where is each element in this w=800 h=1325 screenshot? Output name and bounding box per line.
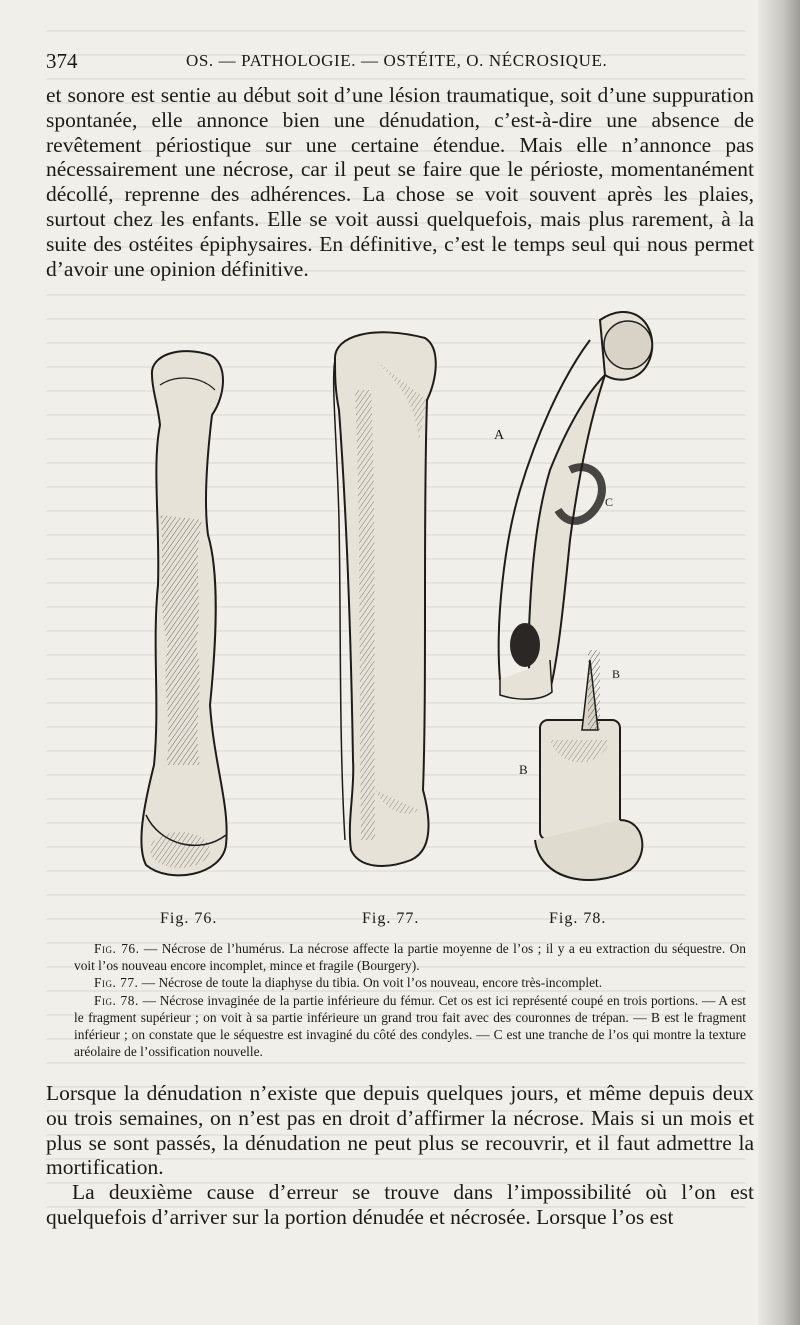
bottom-text-block — [46, 1081, 754, 1230]
paragraph: et sonore est sentie au début soit d’une lésion traumatique, soit d’une suppuration spontanée, elle annonce bien une dénudation, c’est-à-dire une absence de revêtement périostique sur une certaine étendue. Mais elle n’annonce pas nécessairement une nécrose, car il peut se faire que le périoste, momentanément décollé, reprenne des adhérences. La chose se voit souvent après les plaies, surtout chez les enfants. Elle se voit aussi quelquefois, mais plus rarement, à la suite des ostéites épiphysaires. En définitive, c’est le temps seul qui nous permet d’avoir une opinion définitive. — [46, 83, 754, 281]
figure-78-label-b-small: B — [612, 667, 621, 681]
caption-text: — Nécrose de toute la diaphyse du tibia. On voit l’os nouveau, encore très-incomplet. — [138, 975, 603, 991]
top-paragraph-block — [46, 83, 754, 281]
caption-fig-76 — [74, 940, 746, 974]
figure-78-label: Fig. 78. — [549, 910, 607, 927]
figure-78-label-a: A — [494, 428, 505, 443]
figure-78-femur-illustration — [480, 300, 675, 895]
figure-captions — [74, 940, 746, 1060]
caption-text: — Nécrose invaginée de la partie inférieure du fémur. Cet os est ici représenté coupé en trois portions. — A est le fragment supérieur ; on voit à sa partie inférieure un grand trou fait avec des couronnes de trépan. — B est le fragment inférieur ; on constate que le séquestre est invaginé du côté des condyles. — C est une tranche de l’os qui montre la texture aréolaire de l’ossification nouvelle. — [74, 992, 746, 1060]
figure-76-humerus-illustration — [130, 345, 240, 885]
figure-77-tibia-illustration — [315, 320, 445, 875]
caption-text: — Nécrose de l’humérus. La nécrose affecte la partie moyenne de l’os ; il y a eu extraction du séquestre. On voit l’os nouveau encore incomplet, mince et fragile (Bourgery). — [74, 941, 746, 974]
figure-78-label-b: B — [519, 762, 528, 777]
caption-ref: Fig. 77. — [94, 975, 139, 991]
page-edge-shadow — [758, 0, 800, 1325]
caption-fig-78 — [74, 992, 746, 1061]
caption-ref: Fig. 76. — [94, 941, 140, 956]
running-head: OS. — PATHOLOGIE. — OSTÉITE, O. NÉCROSIQUE. — [186, 51, 608, 70]
figure-78-label-c: C — [605, 495, 614, 509]
paragraph: La deuxième cause d’erreur se trouve dans l’impossibilité où l’on est quelquefois d’arriver sur la portion dénudée et nécrosée. Lorsque l’os est — [46, 1180, 754, 1229]
figure-77-label: Fig. 77. — [362, 910, 420, 927]
page-header — [46, 49, 754, 77]
figure-76-label: Fig. 76. — [160, 910, 218, 927]
paragraph: Lorsque la dénudation n’existe que depuis quelques jours, et même depuis deux ou trois semaines, on n’est pas en droit d’affirmer la nécrose. Mais si un mois et plus se sont passés, la dénudation ne peut plus se recouvrir, et il faut admettre la mortification. — [46, 1081, 754, 1180]
page-number: 374 — [46, 49, 78, 73]
caption-ref: Fig. 78. — [94, 992, 139, 1008]
caption-fig-77 — [74, 974, 746, 991]
